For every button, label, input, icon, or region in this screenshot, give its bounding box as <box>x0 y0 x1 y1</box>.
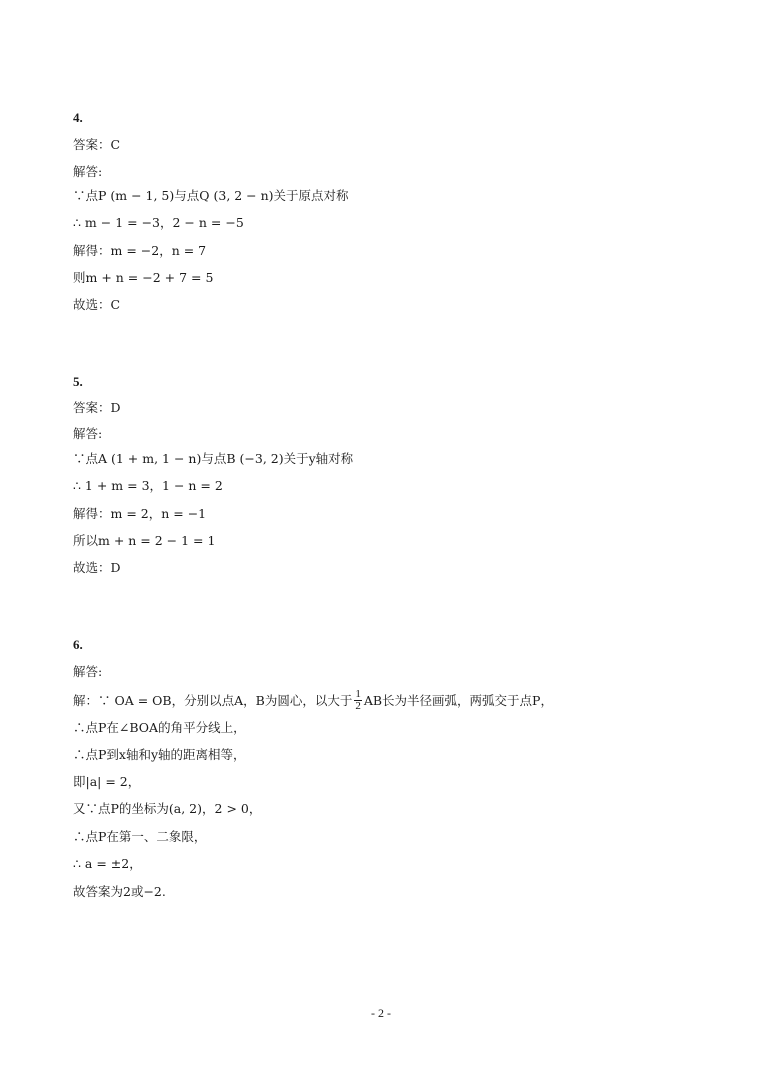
question-6-line-3: ∴点P到x轴和y轴的距离相等， <box>73 747 246 762</box>
question-6-line-6: ∴点P在第一、二象限， <box>73 829 207 844</box>
question-5-line-3: 解得：m = 2，n = −1 <box>73 506 207 521</box>
question-5-solution-label: 解答: <box>73 426 103 441</box>
question-4-line-3: 解得：m = −2，n = 7 <box>73 243 207 258</box>
one-half-fraction <box>354 689 362 712</box>
question-4-line-1: ∵点P (m − 1, 5)与点Q (3, 2 − n)关于原点对称 <box>73 188 349 203</box>
question-6-line-1 <box>73 690 553 713</box>
question-6-line-8: 故答案为2或−2. <box>73 884 166 899</box>
question-4-choice: 故选：C <box>73 297 121 312</box>
question-6-number: 6. <box>73 637 83 652</box>
question-4-answer: 答案：C <box>73 137 121 152</box>
question-5-line-4: 所以m + n = 2 − 1 = 1 <box>73 533 216 548</box>
question-6-line-2: ∴点P在∠BOA的角平分线上， <box>73 720 246 735</box>
question-6-line-5: 又∵点P的坐标为(a, 2)，2 > 0， <box>73 801 262 816</box>
question-5-line-1: ∵点A (1 + m, 1 − n)与点B (−3, 2)关于y轴对称 <box>73 451 354 466</box>
question-6-line-4: 即|a| = 2， <box>73 774 141 789</box>
question-5-answer: 答案：D <box>73 400 121 415</box>
question-6-line-1-part-a: 解：∵ OA = OB，分别以点A，B为圆心，以大于 <box>73 693 353 708</box>
question-6-line-7: ∴ a = ±2， <box>73 856 142 871</box>
question-4-line-4: 则m + n = −2 + 7 = 5 <box>73 270 214 285</box>
page-number: - 2 - <box>371 1006 391 1020</box>
question-4-number: 4. <box>73 110 83 125</box>
question-5-choice: 故选：D <box>73 560 121 575</box>
question-6-line-1-part-b: AB长为半径画弧，两弧交于点P， <box>363 693 553 708</box>
question-5-number: 5. <box>73 374 83 389</box>
question-6-solution-label: 解答: <box>73 664 103 679</box>
question-4-solution-label: 解答: <box>73 164 103 179</box>
question-5-line-2: ∴ 1 + m = 3，1 − n = 2 <box>73 478 223 493</box>
fraction-numerator: 1 <box>355 688 361 700</box>
fraction-denominator: 2 <box>355 700 361 712</box>
question-4-line-2: ∴ m − 1 = −3，2 − n = −5 <box>73 215 244 230</box>
